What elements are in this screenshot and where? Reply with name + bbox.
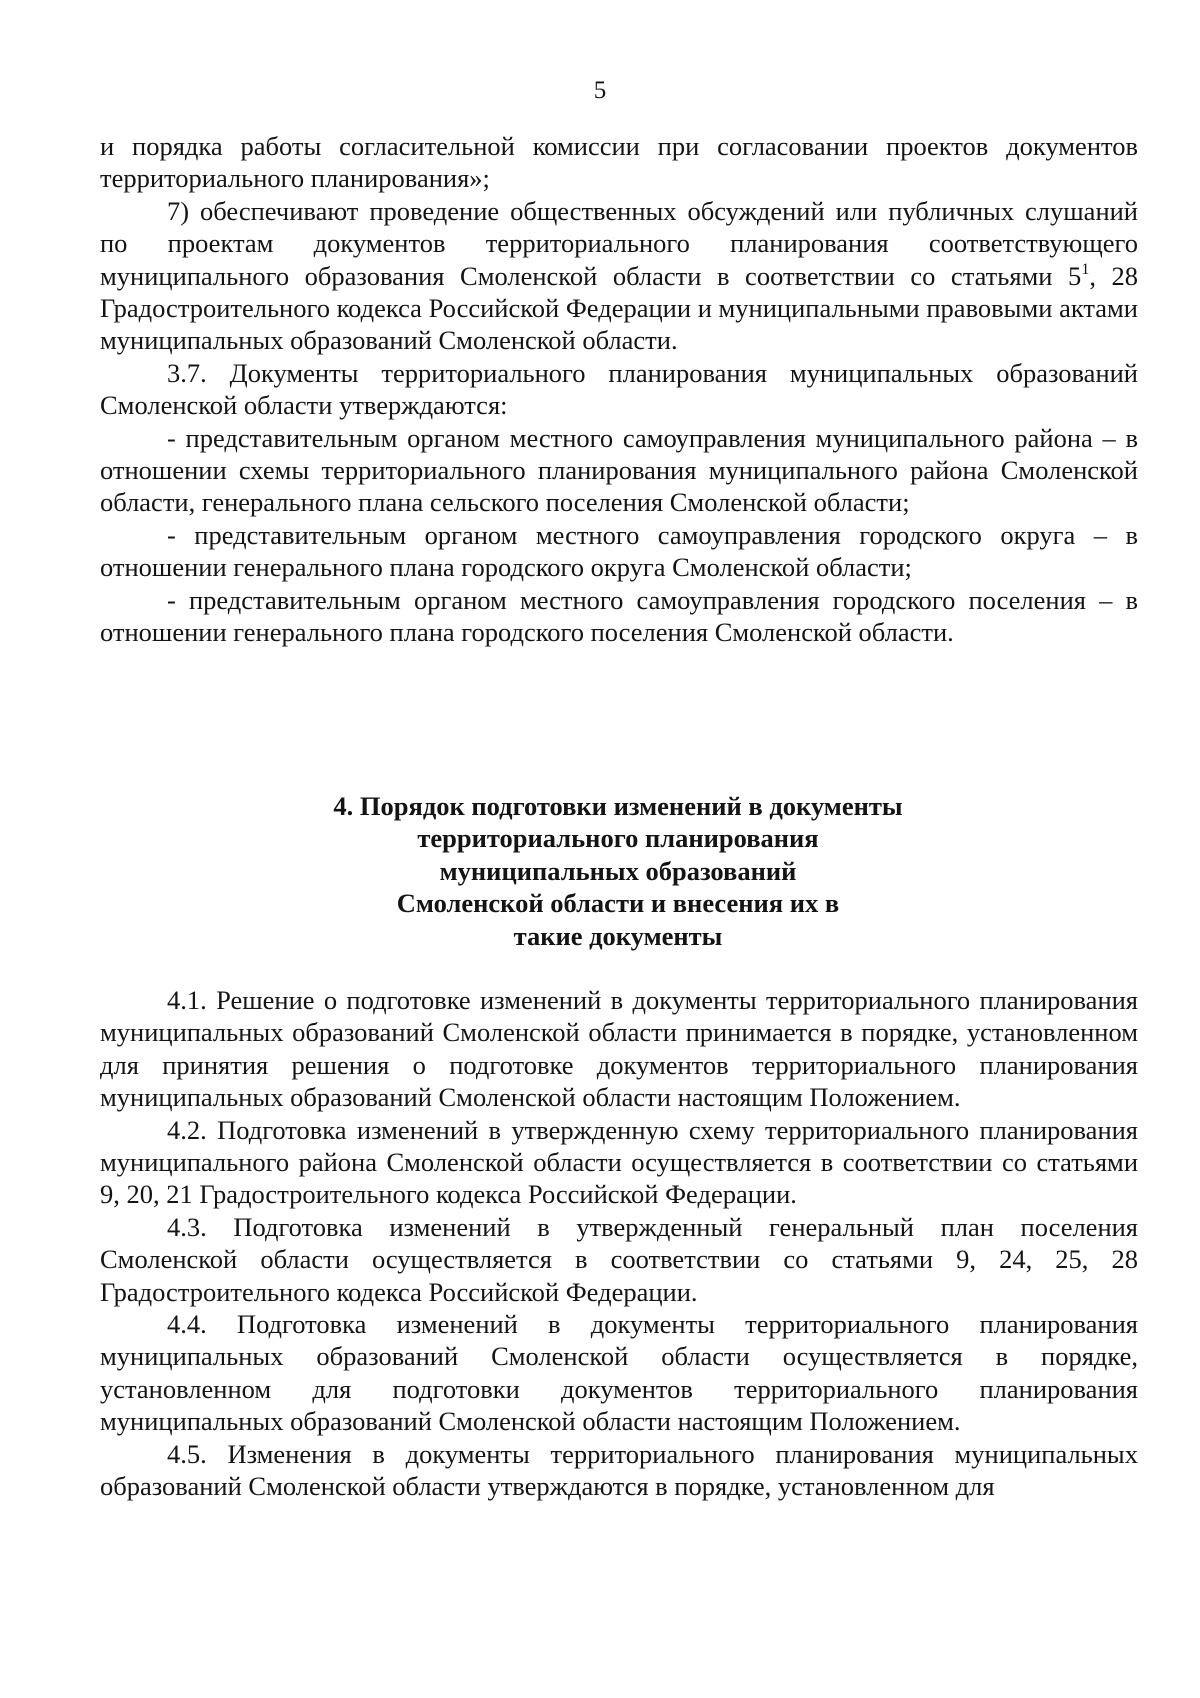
list-item-city-district: - представительным органом местного самоуправления городского округа – в отношении генерального плана городского округа Смоленской области; (100, 519, 1138, 583)
section-heading-line: муниципальных образований (439, 855, 797, 886)
paragraph-4-4: 4.4. Подготовка изменений в документы территориального планирования муниципальных образований Смоленской области осуществляется в порядке, установленном для подготовки документов территориального планирования муниципальных образований Смоленской области настоящим Положением. (100, 1309, 1138, 1437)
list-item-district: - представительным органом местного самоуправления муниципального района – в отношении схемы территориального планирования муниципального района Смоленской области, генерального плана сельского поселения Смоленской области; (100, 422, 1138, 518)
article-superscript: 1 (1081, 260, 1090, 278)
paragraph-4-3: 4.3. Подготовка изменений в утвержденный генеральный план поселения Смоленской области осуществляется в соответствии со статьями 9, 24, 25, 28 Градостроительного кодекса Российской Федерации. (100, 1211, 1138, 1307)
paragraph-4-5: 4.5. Изменения в документы территориального планирования муниципальных образований Смоленской области утверждаются в порядке, установленном для (100, 1438, 1138, 1502)
paragraph-4-2: 4.2. Подготовка изменений в утвержденную схему территориального планирования муниципального района Смоленской области осуществляется в соответствии со статьями 9, 20, 21 Градостроительного кодекса Российской Федерации. (100, 1114, 1138, 1210)
section-heading-line: такие документы (513, 920, 723, 951)
list-item-urban-settlement: - представительным органом местного самоуправления городского поселения – в отношении генерального плана городского поселения Смоленской области. (100, 584, 1138, 648)
paragraph-item-7-tail: , 28 Градостроительного кодекса Российской Федерации и муниципальными правовыми актами муниципальных образований Смоленской области. (100, 260, 1139, 356)
paragraph-item-7 (100, 195, 1138, 357)
section-heading-line: 4. Порядок подготовки изменений в документы (333, 791, 903, 821)
paragraph-4-1: 4.1. Решение о подготовке изменений в документы территориального планирования муниципальных образований Смоленской области принимается в порядке, установленном для принятия решения о подготовке документов территориального планирования муниципальных образований Смоленской области настоящим Положением. (100, 985, 1138, 1113)
paragraph-item-7-text: 7) обеспечивают проведение общественных обсуждений или публичных слушаний по проектам документов территориального планирования соответствующего муниципального образования Смоленской области в соответствии со статьями 5 (100, 195, 1138, 291)
section-heading (0, 790, 1200, 952)
upper-text-block (100, 130, 1138, 649)
lower-text-block (100, 984, 1138, 1503)
section-heading-line: территориального планирования (417, 823, 819, 854)
paragraph-continuation: и порядка работы согласительной комиссии при согласовании проектов документов территориального планирования»; (100, 131, 1138, 194)
paragraph-3-7: 3.7. Документы территориального планирования муниципальных образований Смоленской области утверждаются: (100, 357, 1138, 421)
section-heading-line: Смоленской области и внесения их в (396, 888, 840, 919)
page-number: 5 (593, 77, 607, 104)
